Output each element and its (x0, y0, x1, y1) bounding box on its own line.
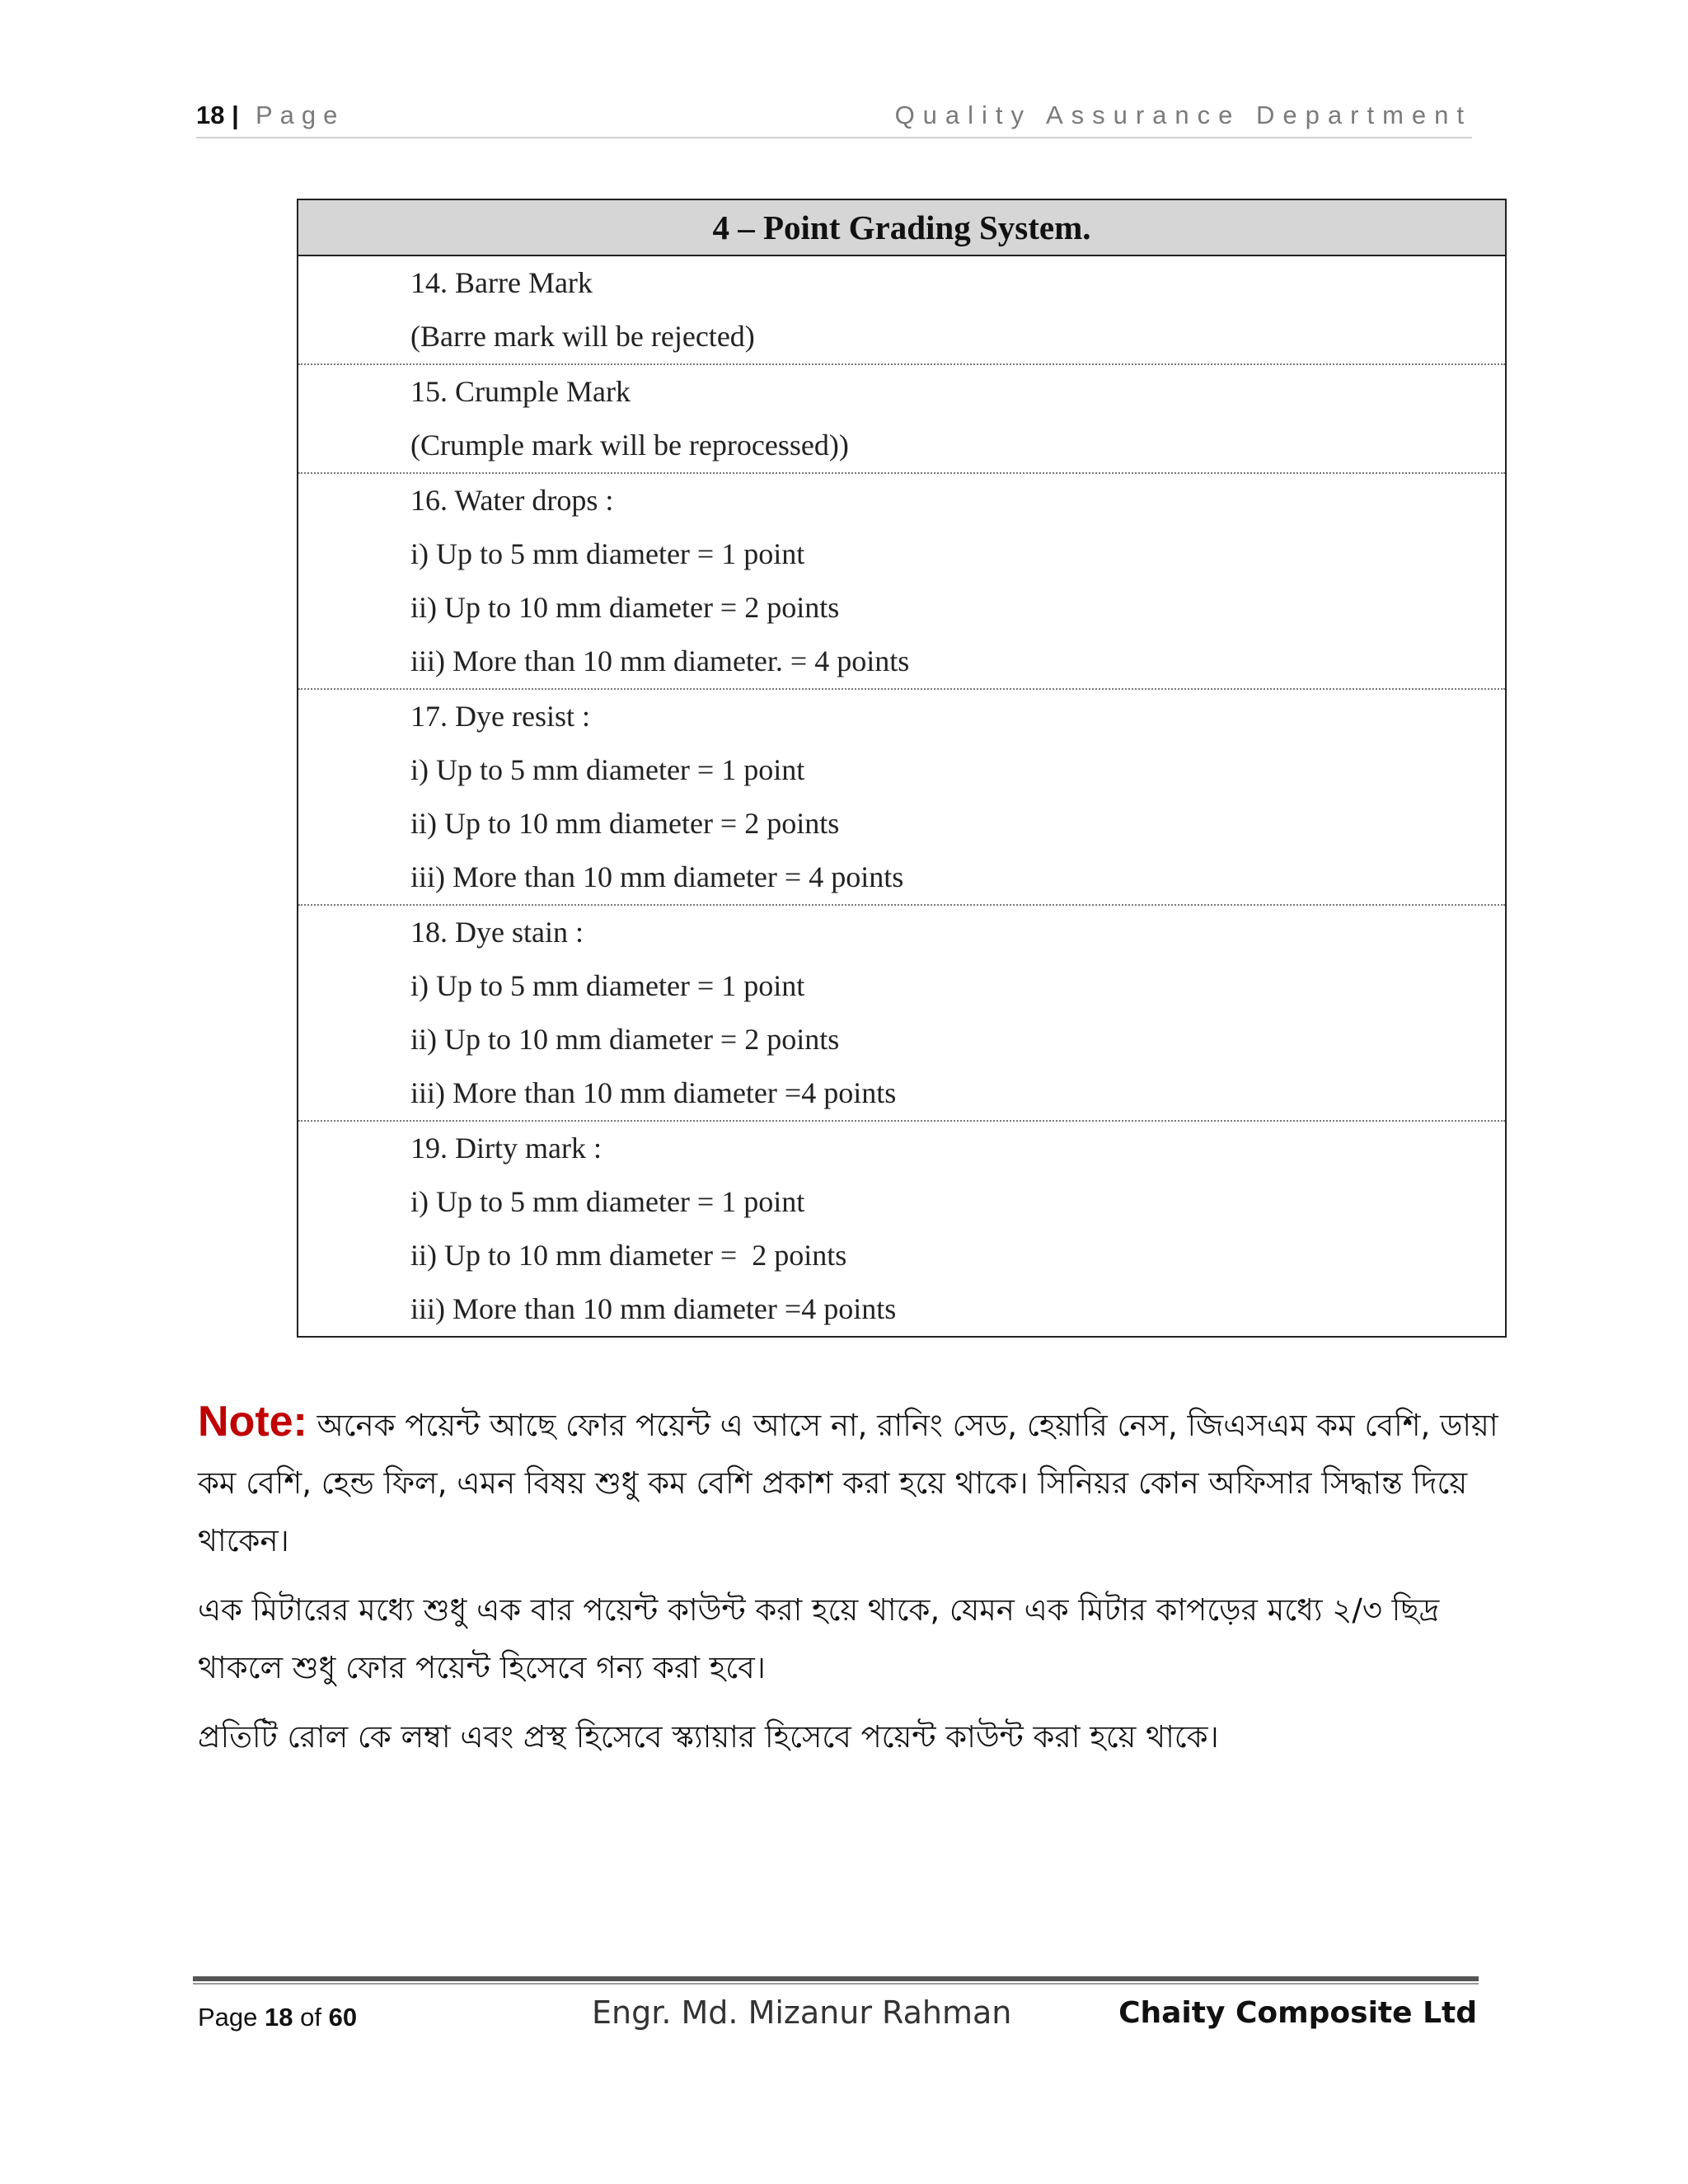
table-section (298, 1120, 1505, 1336)
defect-title: 17. Dye resist : (410, 700, 590, 733)
header-department: Quality Assurance Department (894, 101, 1472, 129)
table-sections (298, 256, 1505, 1336)
table-section (298, 256, 1505, 363)
page-footer (198, 1994, 1477, 2044)
footer-company: Chaity Composite Ltd (1118, 1996, 1477, 2030)
footer-page-prefix: Page (198, 2003, 258, 2032)
defect-title: 18. Dye stain : (410, 916, 584, 949)
note-paragraph-1 (198, 1393, 1500, 1570)
note-text-1: অনেক পয়েন্ট আছে ফোর পয়েন্ট এ আসে না, রানিং সেড, হেয়ারি নেস, জিএসএম কম বেশি, ডায়া কম বেশি, হেন্ড ফিল, এমন বিষয় শুধু কম বেশি প্রকাশ করা হয়ে থাকে। সিনিয়র কোন অফিসার সিদ্ধান্ত দিয়ে থাকেন। (198, 1408, 1498, 1558)
defect-line: ii) Up to 10 mm diameter = 2 points (410, 591, 840, 624)
defect-line: i) Up to 5 mm diameter = 1 point (410, 1185, 805, 1218)
footer-page-current: 18 (265, 2003, 293, 2032)
defect-line: i) Up to 5 mm diameter = 1 point (410, 969, 805, 1002)
footer-rule-thin (193, 1983, 1479, 1985)
note-label: Note: (198, 1398, 307, 1446)
grading-table (297, 199, 1507, 1338)
footer-page-count (198, 2003, 357, 2032)
page-header (196, 101, 1472, 138)
defect-title: 19. Dirty mark : (410, 1132, 602, 1165)
defect-line: (Crumple mark will be reprocessed)) (410, 429, 849, 462)
defect-title: 16. Water drops : (410, 484, 614, 517)
note-block (198, 1393, 1500, 1778)
defect-line: iii) More than 10 mm diameter = 4 points (410, 860, 904, 893)
defect-line: iii) More than 10 mm diameter. = 4 points (410, 644, 910, 677)
header-page-number: 18 | (196, 101, 239, 129)
defect-line: i) Up to 5 mm diameter = 1 point (410, 753, 805, 786)
footer-rule (193, 1976, 1479, 1981)
table-section (298, 472, 1505, 688)
header-page-word: Page (256, 101, 345, 129)
footer-page-of: of (300, 2003, 321, 2032)
note-paragraph-3: প্রতিটি রোল কে লম্বা এবং প্রস্থ হিসেবে স্ক্যায়ার হিসেবে পয়েন্ট কাউন্ট করা হয়ে থাকে। (198, 1719, 1219, 1755)
table-section (298, 904, 1505, 1120)
note-paragraph-2: এক মিটারের মধ্যে শুধু এক বার পয়েন্ট কাউন্ট করা হয়ে থাকে, যেমন এক মিটার কাপড়ের মধ্যে ২/৩ ছিদ্র থাকলে শুধু ফোর পয়েন্ট হিসেবে গন্য করা হবে। (198, 1592, 1440, 1685)
defect-title: 15. Crumple Mark (410, 375, 631, 408)
defect-title: 14. Barre Mark (410, 266, 593, 299)
table-section (298, 688, 1505, 904)
footer-author: Engr. Md. Mizanur Rahman (592, 1994, 1012, 2031)
defect-line: iii) More than 10 mm diameter =4 points (410, 1292, 897, 1325)
table-section (298, 363, 1505, 472)
defect-line: i) Up to 5 mm diameter = 1 point (410, 537, 805, 570)
footer-page-total: 60 (328, 2003, 358, 2032)
defect-line: ii) Up to 10 mm diameter = 2 points (410, 1239, 847, 1272)
table-title: 4 – Point Grading System. (298, 200, 1505, 256)
defect-line: (Barre mark will be rejected) (410, 320, 755, 353)
defect-line: iii) More than 10 mm diameter =4 points (410, 1076, 897, 1109)
defect-line: ii) Up to 10 mm diameter = 2 points (410, 1023, 840, 1056)
defect-line: ii) Up to 10 mm diameter = 2 points (410, 807, 840, 840)
